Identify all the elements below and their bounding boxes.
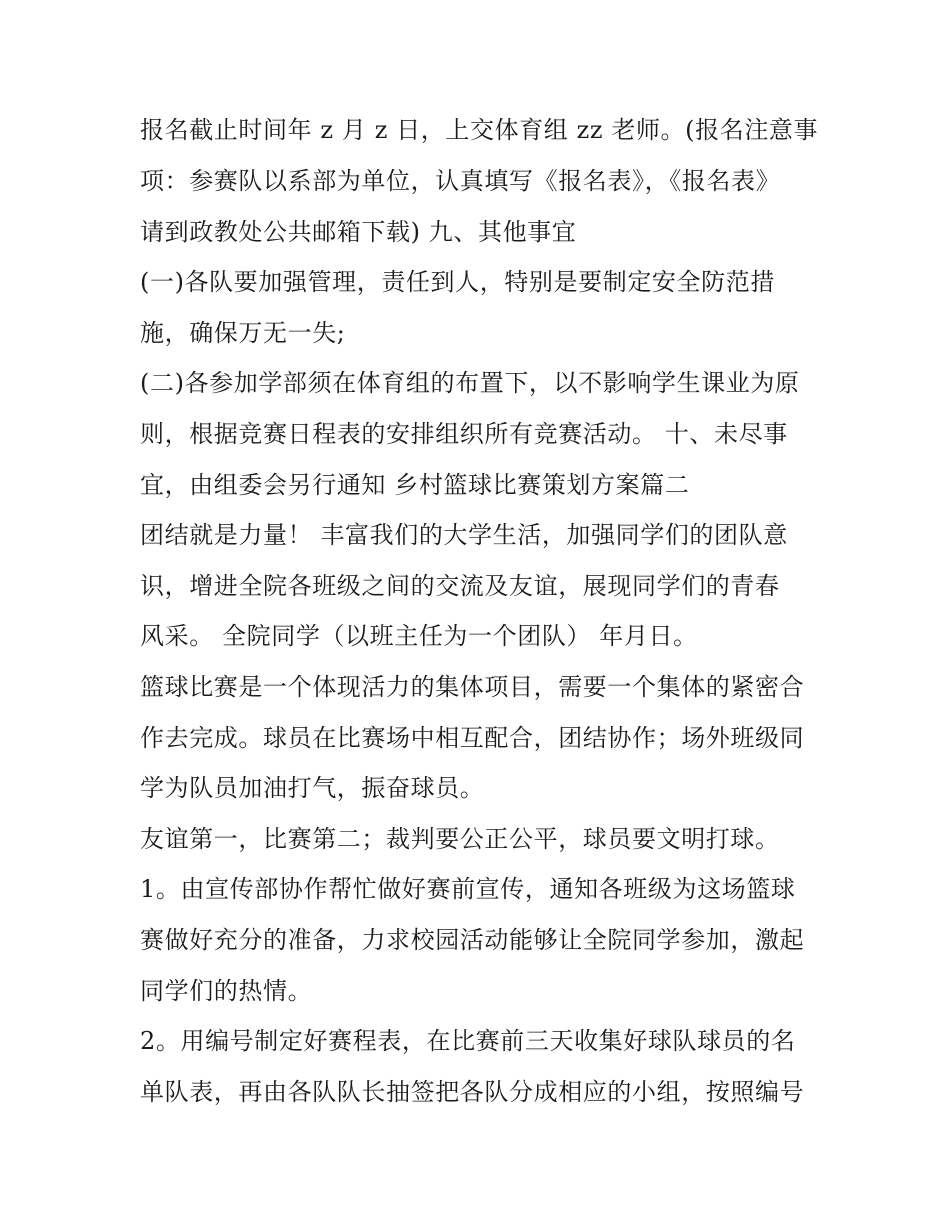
text-line: 1。由宣传部协作帮忙做好赛前宣传，通知各班级为这场篮球 — [140, 875, 796, 903]
text-line: (一)各队要加强管理，责任到人，特别是要制定安全防范措 — [140, 268, 775, 296]
text-line: 单队表，再由各队队长抽签把各队分成相应的小组，按照编号 — [140, 1078, 805, 1106]
text-line: 作去完成。球员在比赛场中相互配合，团结协作；场外班级同 — [140, 724, 805, 752]
text-line: 篮球比赛是一个体现活力的集体项目，需要一个集体的紧密合 — [140, 673, 805, 701]
text-line: 赛做好充分的准备，力求校园活动能够让全院同学参加，激起 — [140, 926, 805, 954]
text-line: 同学们的热情。 — [140, 977, 313, 1005]
text-line: 宜，由组委会另行通知 乡村篮球比赛策划方案篇二 — [140, 471, 690, 499]
text-line: 则，根据竞赛日程表的安排组织所有竞赛活动。 十、未尽事 — [140, 420, 788, 448]
text-line: (二)各参加学部须在体育组的布置下，以不影响学生课业为原 — [140, 369, 800, 397]
text-line: 2。用编号制定好赛程表，在比赛前三天收集好球队球员的名 — [140, 1027, 796, 1055]
text-line: 报名截止时间年 z 月 z 日，上交体育组 zz 老师。(报名注意事 — [140, 116, 819, 144]
text-line: 风采。 全院同学（以班主任为一个团队） 年月日。 — [140, 622, 698, 650]
text-line: 学为队员加油打气，振奋球员。 — [140, 774, 485, 802]
text-line: 团结就是力量！ 丰富我们的大学生活，加强同学们的团队意 — [140, 521, 788, 549]
text-line: 请到政教处公共邮箱下载) 九、其他事宜 — [140, 218, 577, 246]
text-line: 友谊第一，比赛第二；裁判要公正公平，球员要文明打球。 — [140, 825, 780, 853]
text-line: 项：参赛队以系部为单位，认真填写《报名表》，《报名表》 — [140, 167, 781, 195]
text-line: 识，增进全院各班级之间的交流及友谊，展现同学们的青春 — [140, 572, 780, 600]
text-line: 施，确保万无一失; — [140, 319, 346, 347]
